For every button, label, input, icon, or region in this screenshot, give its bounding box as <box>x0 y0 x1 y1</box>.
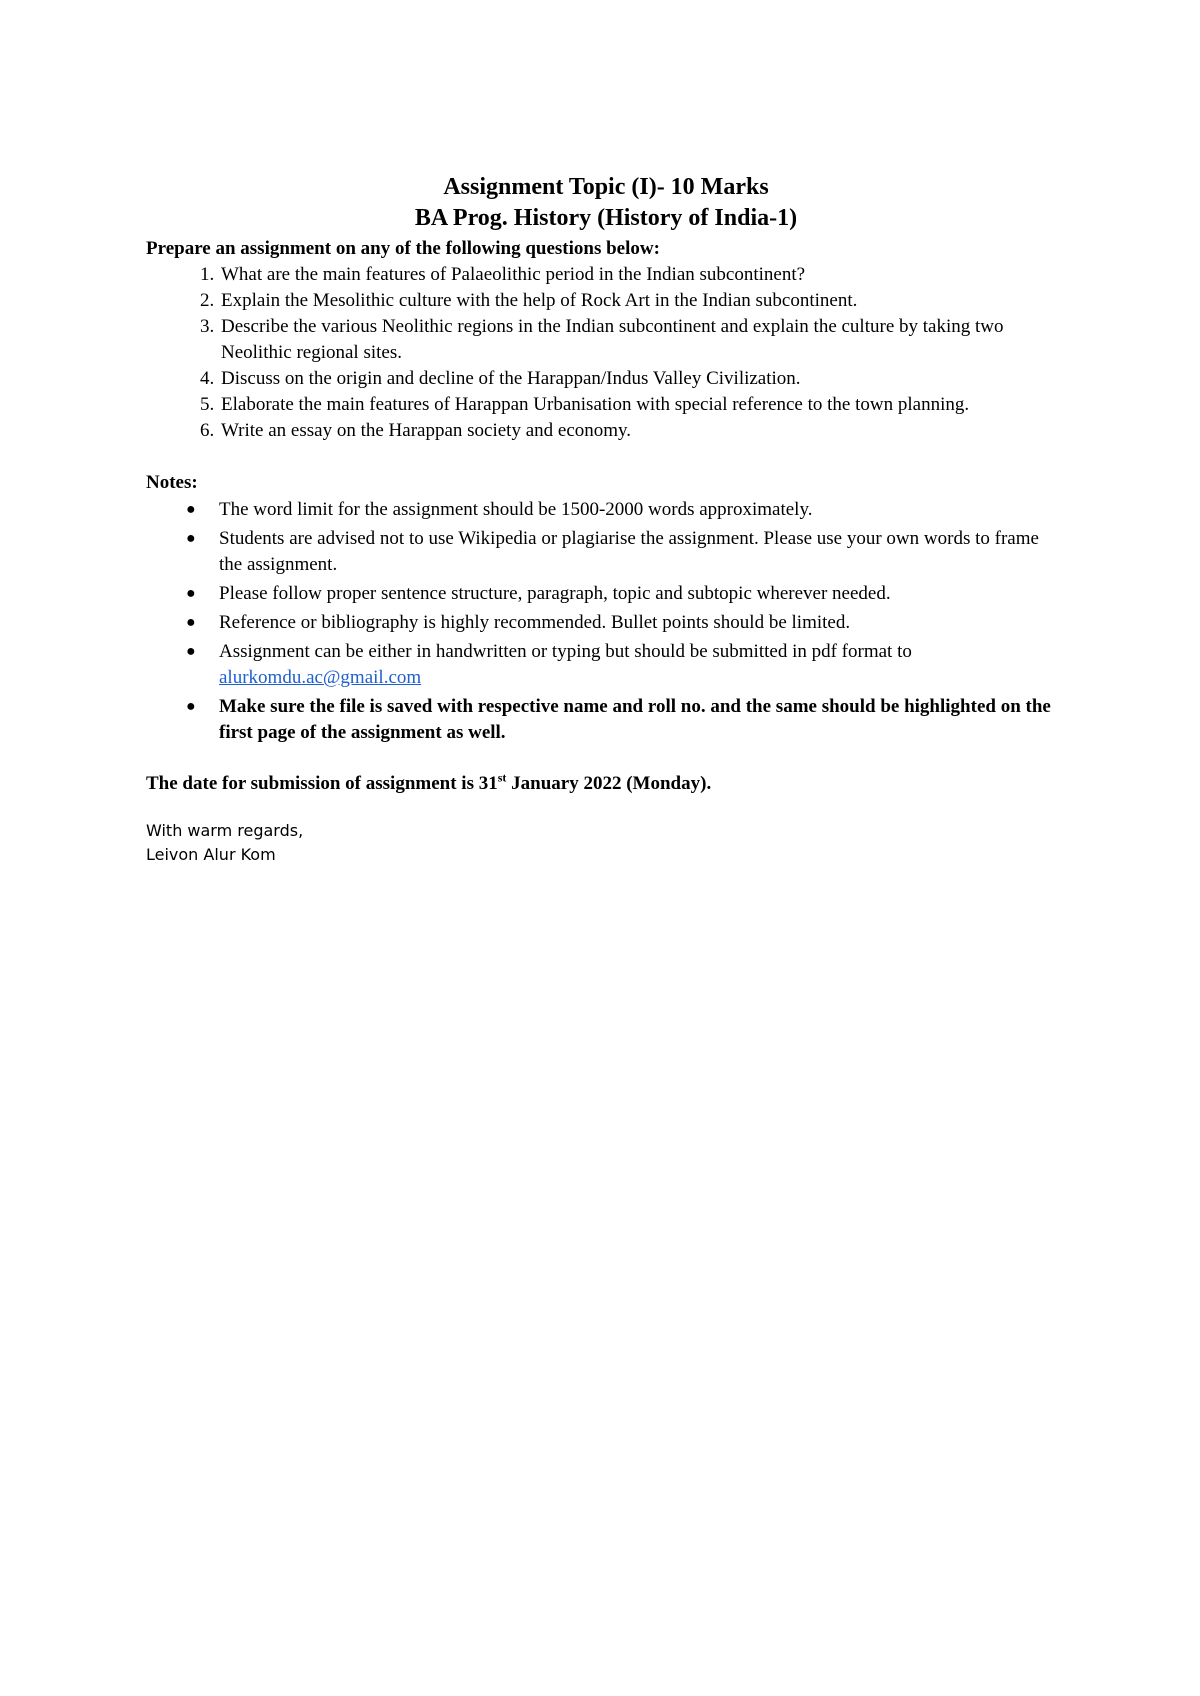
notes-list <box>146 497 1066 746</box>
note-text: Assignment can be either in handwritten or typing but should be submitted in pdf format to <box>219 641 912 662</box>
note-item <box>186 610 1066 636</box>
instructions-intro: Prepare an assignment on any of the following questions below: <box>146 238 660 259</box>
note-item <box>186 526 1066 578</box>
note-item <box>186 581 1066 607</box>
question-item: 6. Write an essay on the Harappan society and economy. <box>219 418 1066 444</box>
note-text: The word limit for the assignment should be 1500-2000 words approximately. <box>219 499 813 520</box>
note-text: Make sure the file is saved with respective name and roll no. and the same should be highlighted on the first page of the assignment as well. <box>219 696 1051 743</box>
notes-heading: Notes: <box>146 472 198 493</box>
date-ordinal-suffix: st <box>497 770 507 785</box>
question-list <box>146 262 1066 444</box>
note-item <box>186 639 1066 691</box>
submission-date-text: January 2022 (Monday). <box>506 773 712 794</box>
note-text: Please follow proper sentence structure, paragraph, topic and subtopic wherever needed. <box>219 583 891 604</box>
bullet-icon: ● <box>186 501 196 518</box>
question-item: 2. Explain the Mesolithic culture with the help of Rock Art in the Indian subcontinent. <box>219 288 1066 314</box>
note-text: Students are advised not to use Wikipedia or plagiarise the assignment. Please use your own words to frame the assignment. <box>219 528 1039 575</box>
note-item <box>186 497 1066 523</box>
document-title: Assignment Topic (I)- 10 Marks <box>443 174 769 200</box>
document-content <box>146 172 1066 867</box>
document-subtitle: BA Prog. History (History of India-1) <box>414 205 798 231</box>
submission-deadline <box>146 771 1066 797</box>
closing-salutation: With warm regards, <box>146 821 304 840</box>
submission-text: The date for submission of assignment is 31 <box>146 773 498 794</box>
question-item: 5. Elaborate the main features of Harappan Urbanisation with special reference to the town planning. <box>219 392 1066 418</box>
bullet-icon: ● <box>186 698 196 715</box>
note-item <box>186 694 1066 746</box>
note-text: Reference or bibliography is highly recommended. Bullet points should be limited. <box>219 612 851 633</box>
question-item: 1. What are the main features of Palaeolithic period in the Indian subcontinent? <box>219 262 1066 288</box>
closing-signature <box>146 819 1066 867</box>
question-item: 3. Describe the various Neolithic regions in the Indian subcontinent and explain the culture by taking two Neolithic regional sites. <box>219 314 1066 366</box>
bullet-icon: ● <box>186 614 196 631</box>
bullet-icon: ● <box>186 643 196 660</box>
question-item: 4. Discuss on the origin and decline of the Harappan/Indus Valley Civilization. <box>219 366 1066 392</box>
email-link[interactable]: alurkomdu.ac@gmail.com <box>219 667 422 688</box>
bullet-icon: ● <box>186 530 196 547</box>
author-name: Leivon Alur Kom <box>146 845 276 864</box>
bullet-icon: ● <box>186 585 196 602</box>
